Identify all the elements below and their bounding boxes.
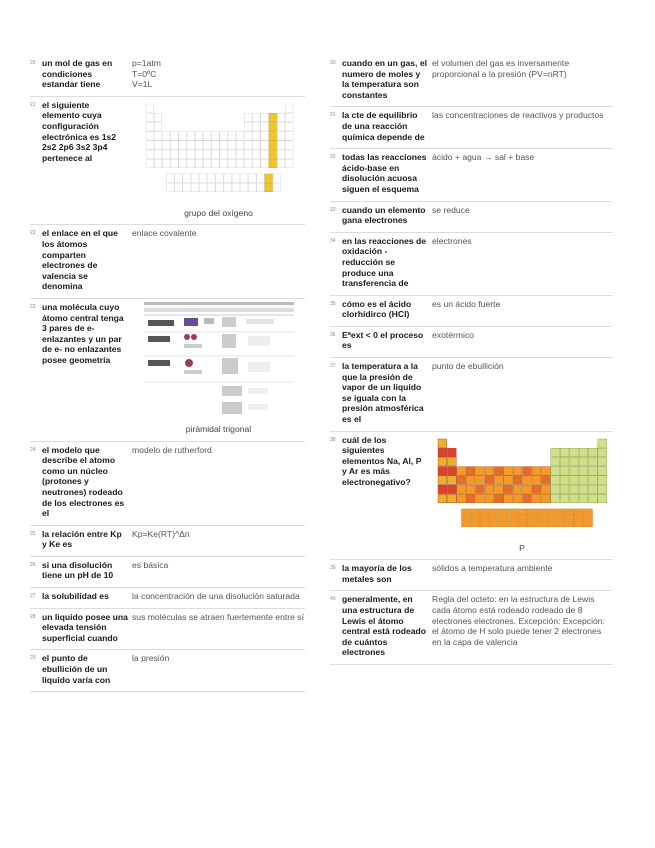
card-number: 25 <box>30 530 36 537</box>
card-answer: sus moléculas se atraen fuertemente entre sí <box>132 611 304 622</box>
card-question: el modelo que describe el atomo como un núcleo (protones y neutrones) rodeado de los electrones es el <box>42 444 125 519</box>
card-answer: es un ácido fuerte <box>432 298 501 309</box>
card-number: 28 <box>30 613 36 620</box>
card-question: cuando en un gas, el numero de moles y la temperatura son constantes <box>342 58 427 100</box>
flashcard <box>30 609 305 651</box>
answer-caption: pirámidal trigonal <box>185 423 252 434</box>
card-question: la mayoría de los metales son <box>342 563 412 584</box>
periodic-table-color-icon <box>436 435 608 541</box>
card-number: 20 <box>30 60 36 66</box>
card-question: la relación entre Kp y Ke es <box>42 528 122 550</box>
flashcard <box>330 107 612 149</box>
card-answer: electrones <box>432 235 472 246</box>
answer-caption: grupo del oxígeno <box>184 207 253 218</box>
periodic-table-icon <box>144 100 294 206</box>
card-answer: ácido + agua → sal + base <box>432 152 535 163</box>
flashcard <box>30 557 305 588</box>
card-number: 22 <box>30 230 36 237</box>
flashcard <box>30 299 305 442</box>
card-question: cómo es el ácido clorhídirco (HCl) <box>342 298 412 320</box>
card-answer: la presión <box>132 653 170 664</box>
card-question: la temperatura a la que la presión de vapor de un liquido se iguala con la presión atmosférica es el <box>342 361 424 425</box>
flashcard <box>330 202 612 233</box>
card-number: 29 <box>30 655 36 662</box>
flashcard <box>30 588 305 609</box>
card-question: un mol de gas en condiciones estandar tiene <box>42 58 113 90</box>
card-answer: modelo de rutherford <box>132 444 212 455</box>
card-answer: la concentración de una disolución saturada <box>132 591 300 602</box>
card-question: cuando un elemento gana electrones <box>342 204 426 226</box>
flashcard <box>30 225 305 299</box>
card-number: 24 <box>30 446 36 453</box>
vsepr-geometry-table-icon <box>144 302 294 422</box>
card-answer <box>132 100 305 219</box>
flashcard <box>330 591 612 665</box>
card-question: el enlace en el que los átomos comparten electrones de valencia se denomina <box>42 228 118 292</box>
flashcard-column-left <box>30 55 305 692</box>
card-answer: es básica <box>132 559 169 570</box>
card-number: 36 <box>330 331 336 338</box>
card-question: la solubilidad es <box>42 591 109 602</box>
flashcard-column-right <box>330 55 612 665</box>
flashcard <box>30 526 305 557</box>
card-answer: sólidos a temperatura ambiente <box>432 563 553 574</box>
answer-line: V=1L <box>132 79 153 90</box>
card-question: en las reacciones de oxidación - reducción se produce una transferencia de <box>342 235 427 289</box>
card-answer: exotérmico <box>432 329 475 340</box>
card-number: 33 <box>330 206 336 213</box>
card-answer <box>132 58 305 90</box>
card-answer: el volumen del gas es inversamente proporcional a la presión (PV=nRT) <box>432 58 570 79</box>
card-number: 35 <box>330 300 336 307</box>
card-number: 27 <box>30 593 36 600</box>
card-answer <box>132 302 305 435</box>
flashcard <box>330 432 612 561</box>
card-number: 21 <box>30 101 36 108</box>
card-number: 32 <box>330 154 336 161</box>
card-answer: se reduce <box>432 204 470 215</box>
flashcard <box>30 55 305 97</box>
card-number: 37 <box>330 363 336 370</box>
flashcard <box>330 560 612 591</box>
flashcard <box>30 97 305 226</box>
card-question: el siguiente elemento cuya configuración electrónica es 1s2 2s2 2p6 3s2 3p4 pertenece al <box>42 99 117 163</box>
card-number: 30 <box>330 60 336 66</box>
card-number: 38 <box>330 436 336 443</box>
card-question: el punto de ebullición de un liquido varía con <box>42 653 111 685</box>
card-question: generalmente, en una estructura de Lewis el átomo central está rodeado de cuántos electrones <box>342 594 427 658</box>
card-answer: las concentraciones de reactivos y productos <box>432 110 604 121</box>
flashcard <box>330 149 612 201</box>
card-question: una molécula cuyo átomo central tenga 3 pares de e- enlazantes y un par de e- no enlazantes posee geometría <box>42 301 124 365</box>
flashcard <box>330 327 612 358</box>
card-question: si una disolución tiene un pH de 10 <box>42 559 114 581</box>
card-question: todas las reacciones ácido-base en disolución acuosa siguen el esquema <box>342 152 427 194</box>
card-number: 31 <box>330 112 336 119</box>
card-number: 40 <box>330 596 336 603</box>
card-answer: punto de ebullición <box>432 361 504 372</box>
card-answer: Kp=Ke(RT)^Δn <box>132 528 190 539</box>
flashcard <box>330 296 612 327</box>
answer-line: T=0ºC <box>132 68 157 79</box>
card-number: 23 <box>30 303 36 310</box>
card-answer <box>432 435 612 554</box>
card-question: Eªext < 0 el proceso es <box>342 329 424 351</box>
card-number: 39 <box>330 565 336 572</box>
answer-caption: P <box>519 542 525 553</box>
card-number: 34 <box>330 237 336 244</box>
flashcard <box>330 358 612 432</box>
flashcard <box>30 650 305 692</box>
card-answer: enlace covalente <box>132 228 197 239</box>
card-question: un liquido posee una elevada tensión superficial cuando <box>42 611 128 643</box>
card-question: cuál de los siguientes elementos Na, Al, P y Ar es más electronegativo? <box>342 434 422 487</box>
answer-line: p=1atm <box>132 58 161 68</box>
card-number: 26 <box>30 561 36 568</box>
flashcard <box>30 442 305 526</box>
flashcard <box>330 55 612 107</box>
card-answer: Regla del octeto: en la estructura de Lewis cada átomo está rodeado rodeado de 8 electrones electrones. Excepción: Excepción: el átomo de H solo puede tener 2 electrones en la capa de valencia <box>432 594 605 647</box>
flashcard <box>330 233 612 296</box>
card-question: la cte de equilibrio de una reacción química depende de <box>342 110 425 142</box>
